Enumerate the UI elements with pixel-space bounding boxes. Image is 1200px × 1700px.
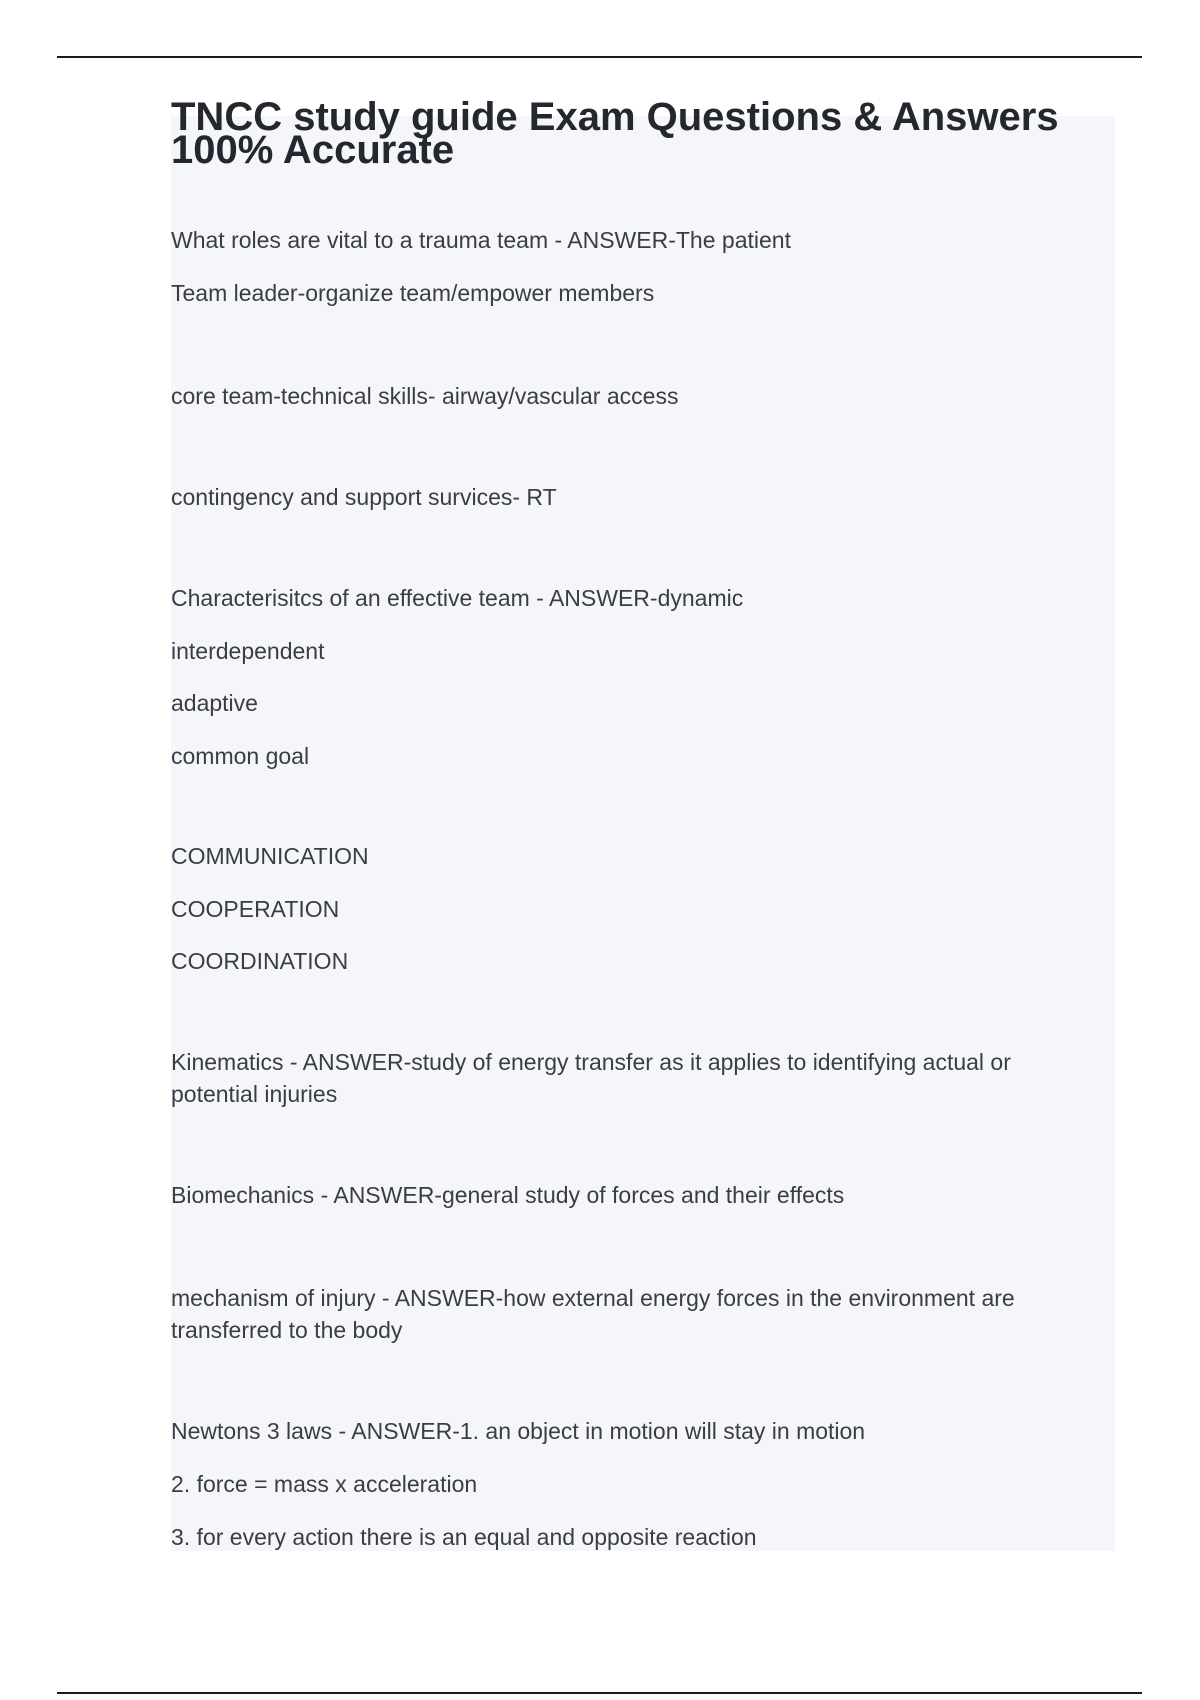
text-line: adaptive	[171, 690, 258, 716]
text-line: 3. for every action there is an equal and opposite reaction	[171, 1524, 757, 1550]
text-line: Newtons 3 laws - ANSWER-1. an object in motion will stay in motion	[171, 1418, 866, 1444]
text-line: Characterisitcs of an effective team - ANSWER-dynamic	[171, 585, 744, 611]
text-line: Team leader-organize team/empower members	[171, 280, 655, 306]
text-line: COOPERATION	[171, 896, 340, 922]
text-line: Biomechanics - ANSWER-general study of forces and their effects	[171, 1182, 845, 1208]
text-line: 2. force = mass x acceleration	[171, 1471, 478, 1497]
text-line: mechanism of injury - ANSWER-how external energy forces in the environment are transferred to the body	[171, 1285, 1015, 1343]
text-line: common goal	[171, 743, 310, 769]
text-line: Kinematics - ANSWER-study of energy transfer as it applies to identifying actual or potential injuries	[171, 1049, 1011, 1107]
text-line: What roles are vital to a trauma team - ANSWER-The patient	[171, 227, 791, 253]
text-line: interdependent	[171, 638, 325, 664]
document-title: TNCC study guide Exam Questions & Answers 100% Accurate	[171, 95, 1059, 172]
footer-rule	[57, 1692, 1142, 1694]
text-line: core team-technical skills- airway/vascular access	[171, 383, 679, 409]
text-line: contingency and support survices- RT	[171, 484, 557, 510]
text-line: COORDINATION	[171, 948, 349, 974]
header-rule	[57, 56, 1142, 58]
text-line: COMMUNICATION	[171, 843, 369, 869]
